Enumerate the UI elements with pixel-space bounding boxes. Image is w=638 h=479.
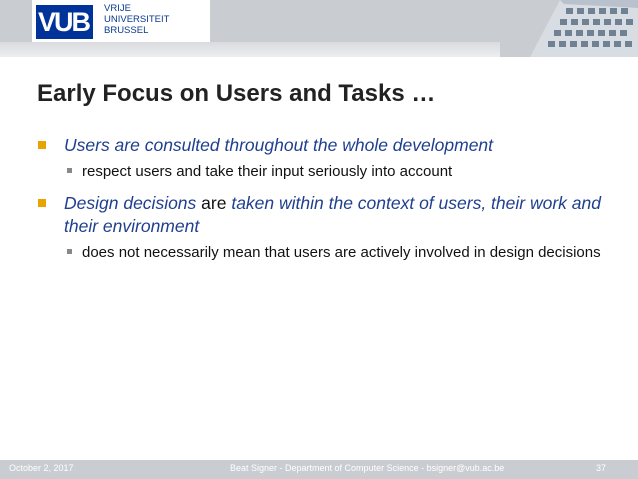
- bullet-2-text-part1: Design decisions: [64, 193, 197, 213]
- small-square-bullet-icon: [67, 168, 72, 173]
- square-bullet-icon: [38, 141, 46, 149]
- slide-content: [38, 134, 618, 262]
- slide-title: Early Focus on Users and Tasks …: [37, 80, 436, 107]
- footer: [0, 460, 638, 479]
- bullet-2-sub: [38, 243, 618, 262]
- logo-line-2: UNIVERSITEIT: [104, 14, 170, 25]
- square-bullet-icon: [38, 199, 46, 207]
- logo-line-1: VRIJE: [104, 3, 131, 14]
- bullet-2-text-part2: are: [196, 193, 232, 213]
- logo-line-3: BRUSSEL: [104, 25, 149, 36]
- logo-mark: VUB: [36, 5, 93, 39]
- footer-author: Beat Signer - Department of Computer Science - bsigner@vub.ac.be: [230, 463, 505, 473]
- bullet-1: [38, 134, 618, 157]
- building-image: [500, 0, 638, 57]
- small-square-bullet-icon: [67, 249, 72, 254]
- bullet-1-sub-text: respect users and take their input seriously into account: [82, 163, 453, 180]
- bullet-1-sub: [38, 162, 618, 181]
- bullet-2-text-part3: taken within the context of users, their work and their environment: [64, 193, 601, 236]
- bullet-2-sub-text: does not necessarily mean that users are actively involved in design decisions: [82, 244, 601, 261]
- footer-date: October 2, 2017: [9, 463, 74, 473]
- bullet-2: [38, 192, 618, 238]
- logo-text: [104, 3, 169, 36]
- page-number: 37: [596, 463, 607, 473]
- bullet-1-text: Users are consulted throughout the whole development: [64, 135, 494, 155]
